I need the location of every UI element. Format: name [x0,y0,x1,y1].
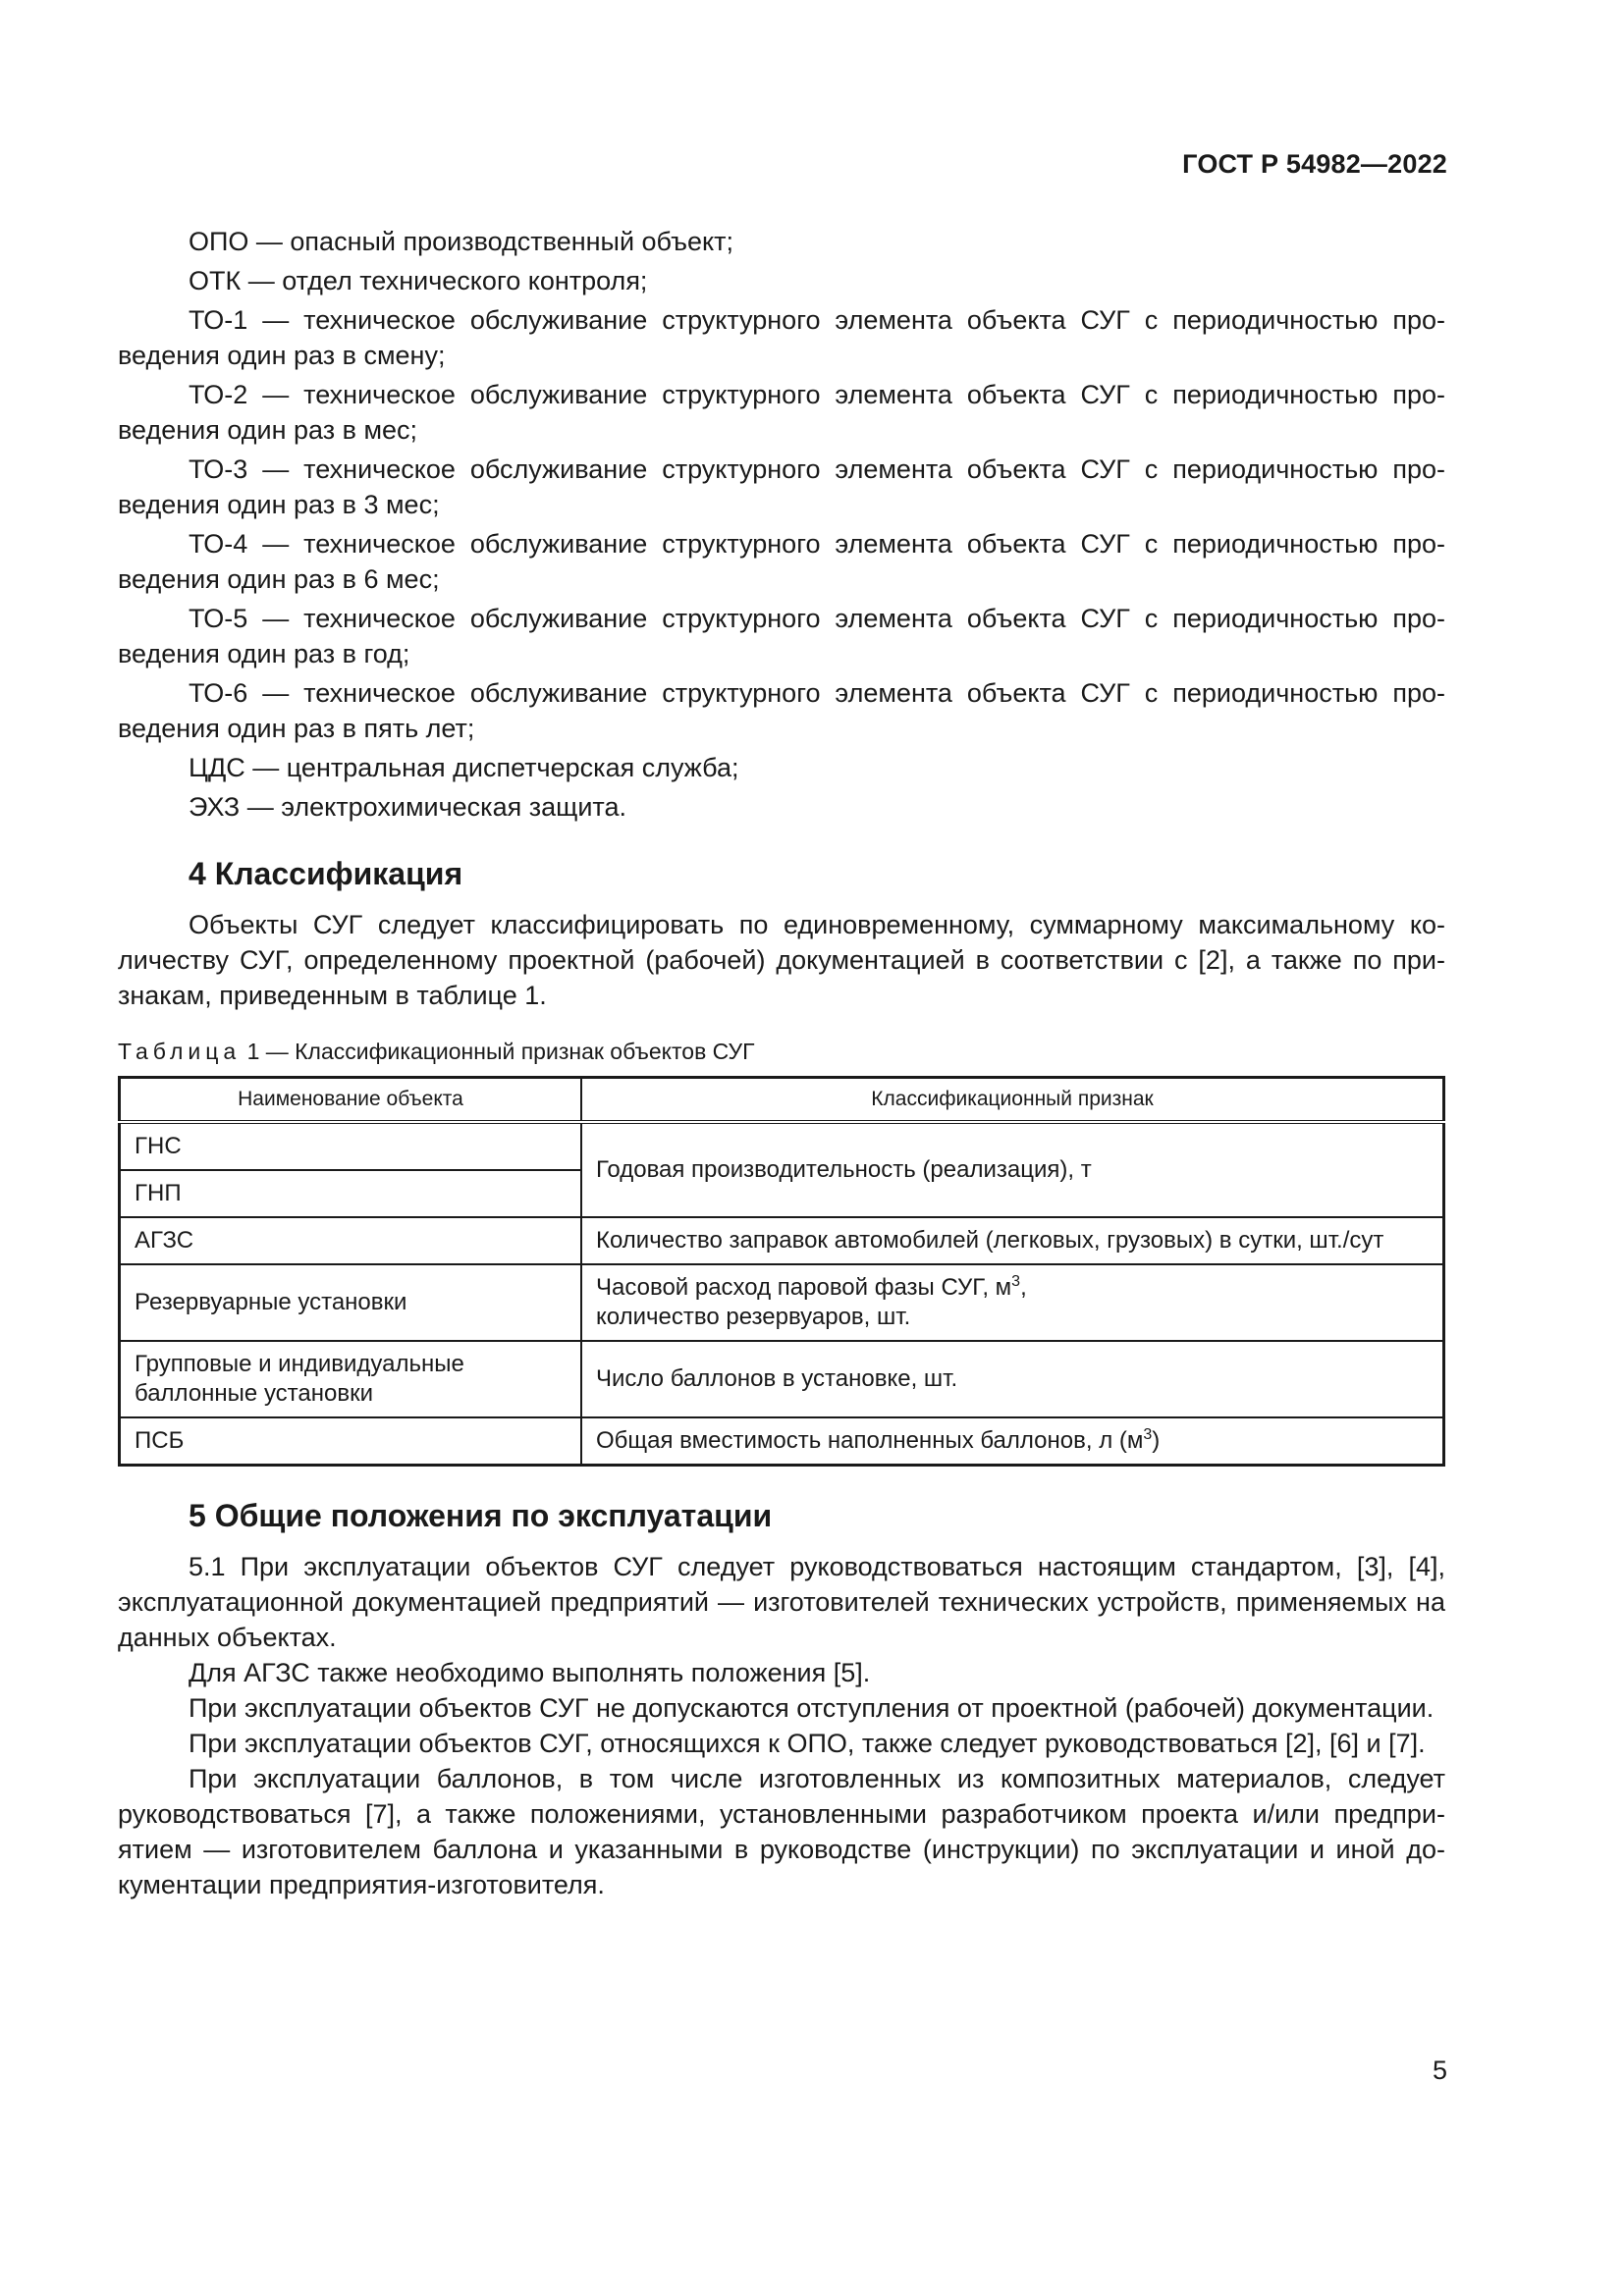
page-number: 5 [1432,2056,1447,2085]
table-row [120,1264,1444,1341]
cell-attribute [581,1417,1444,1466]
section-5-heading: 5 Общие положения по эксплуатации [189,1498,773,1533]
superscript: 3 [1011,1273,1021,1290]
abbreviation-item: ТО-6 — техническое обслуживание структурного элемента объекта СУГ с периодичностью проведения один раз в пять лет; [118,678,1445,743]
cell-text: ) [1152,1427,1161,1454]
column-header-object: Наименование объекта [120,1078,582,1123]
abbreviation-item: ТО-2 — техническое обслуживание структурного элемента объекта СУГ с периодичностью проведения один раз в мес; [118,380,1445,445]
abbreviation-item: ЦДС — центральная диспетчерская служба; [189,753,739,782]
table-row [120,1341,1444,1417]
section-4-heading: 4 Классификация [189,856,463,891]
abbreviation-item: ТО-4 — техническое обслуживание структурного элемента объекта СУГ с периодичностью проведения один раз в 6 мес; [118,529,1445,594]
cell-attribute: Годовая производительность (реализация), т [581,1122,1444,1217]
cell-text: , [1020,1274,1027,1301]
cell-object: ГНП [120,1170,582,1217]
cell-object: АГЗС [120,1217,582,1264]
table-caption-label: Таблица [118,1039,242,1064]
table-caption [118,1037,1445,1066]
cell-text: количество резервуаров, шт. [596,1304,911,1330]
section-4-text: Объекты СУГ следует классифицировать по единовременному, суммарному максимальному количеству СУГ, определенному проектной (рабочей) документацией в соответствии с [2], а также по признакам, приведенным в таблице 1. [118,910,1445,1010]
cell-attribute: Число баллонов в установке, шт. [581,1341,1444,1417]
cell-object: Резервуарные установки [120,1264,582,1341]
cell-attribute [581,1264,1444,1341]
table-caption-text: 1 — Классификационный признак объектов СУГ [241,1039,755,1064]
document-id: ГОСТ Р 54982—2022 [1182,149,1447,179]
abbreviation-item: ОПО — опасный производственный объект; [189,227,733,256]
cell-text: Часовой расход паровой фазы СУГ, м [596,1274,1012,1301]
table-row [120,1122,1444,1170]
cell-attribute: Количество заправок автомобилей (легковых, грузовых) в сутки, шт./сут [581,1217,1444,1264]
table-row [120,1217,1444,1264]
section-5-paragraph: 5.1 При эксплуатации объектов СУГ следует руководствоваться настоящим стандартом, [3], [4], эксплуатационной документацией предприятий — изготовителей технических устройств, применяемых на данных объектах. [118,1552,1445,1652]
section-5-paragraph: При эксплуатации объектов СУГ не допускаются отступления от проектной (рабочей) документации. [189,1693,1435,1723]
abbreviation-item: ТО-5 — техническое обслуживание структурного элемента объекта СУГ с периодичностью проведения один раз в год; [118,604,1445,668]
cell-object: Групповые и индивидуальные баллонные установки [120,1341,582,1417]
abbreviation-item: ОТК — отдел технического контроля; [189,266,648,295]
abbreviation-item: ЭХЗ — электрохимическая защита. [189,792,627,822]
column-header-attribute: Классификационный признак [581,1078,1444,1123]
superscript: 3 [1143,1426,1153,1443]
page-content [118,224,1445,1902]
section-5-paragraph: При эксплуатации объектов СУГ, относящихся к ОПО, также следует руководствоваться [2], [6] и [7]. [189,1729,1426,1758]
section-5-paragraph: При эксплуатации баллонов, в том числе изготовленных из композитных материалов, следует руководствоваться [7], а также положениями, установленными разработчиком проекта и/или предприятием — изготовителем баллона и указанными в руководстве (инструкции) по эксплуатации и иной документации предприятия-изготовителя. [118,1764,1445,1899]
table-row [120,1417,1444,1466]
abbreviation-item: ТО-3 — техническое обслуживание структурного элемента объекта СУГ с периодичностью проведения один раз в 3 мес; [118,454,1445,519]
abbreviation-item: ТО-1 — техническое обслуживание структурного элемента объекта СУГ с периодичностью проведения один раз в смену; [118,305,1445,370]
classification-table [118,1076,1445,1467]
cell-text: Общая вместимость наполненных баллонов, л (м [596,1427,1144,1454]
cell-object: ГНС [120,1122,582,1170]
cell-object: ПСБ [120,1417,582,1466]
table-header-row [120,1078,1444,1123]
section-5-paragraph: Для АГЗС также необходимо выполнять положения [5]. [189,1658,871,1687]
